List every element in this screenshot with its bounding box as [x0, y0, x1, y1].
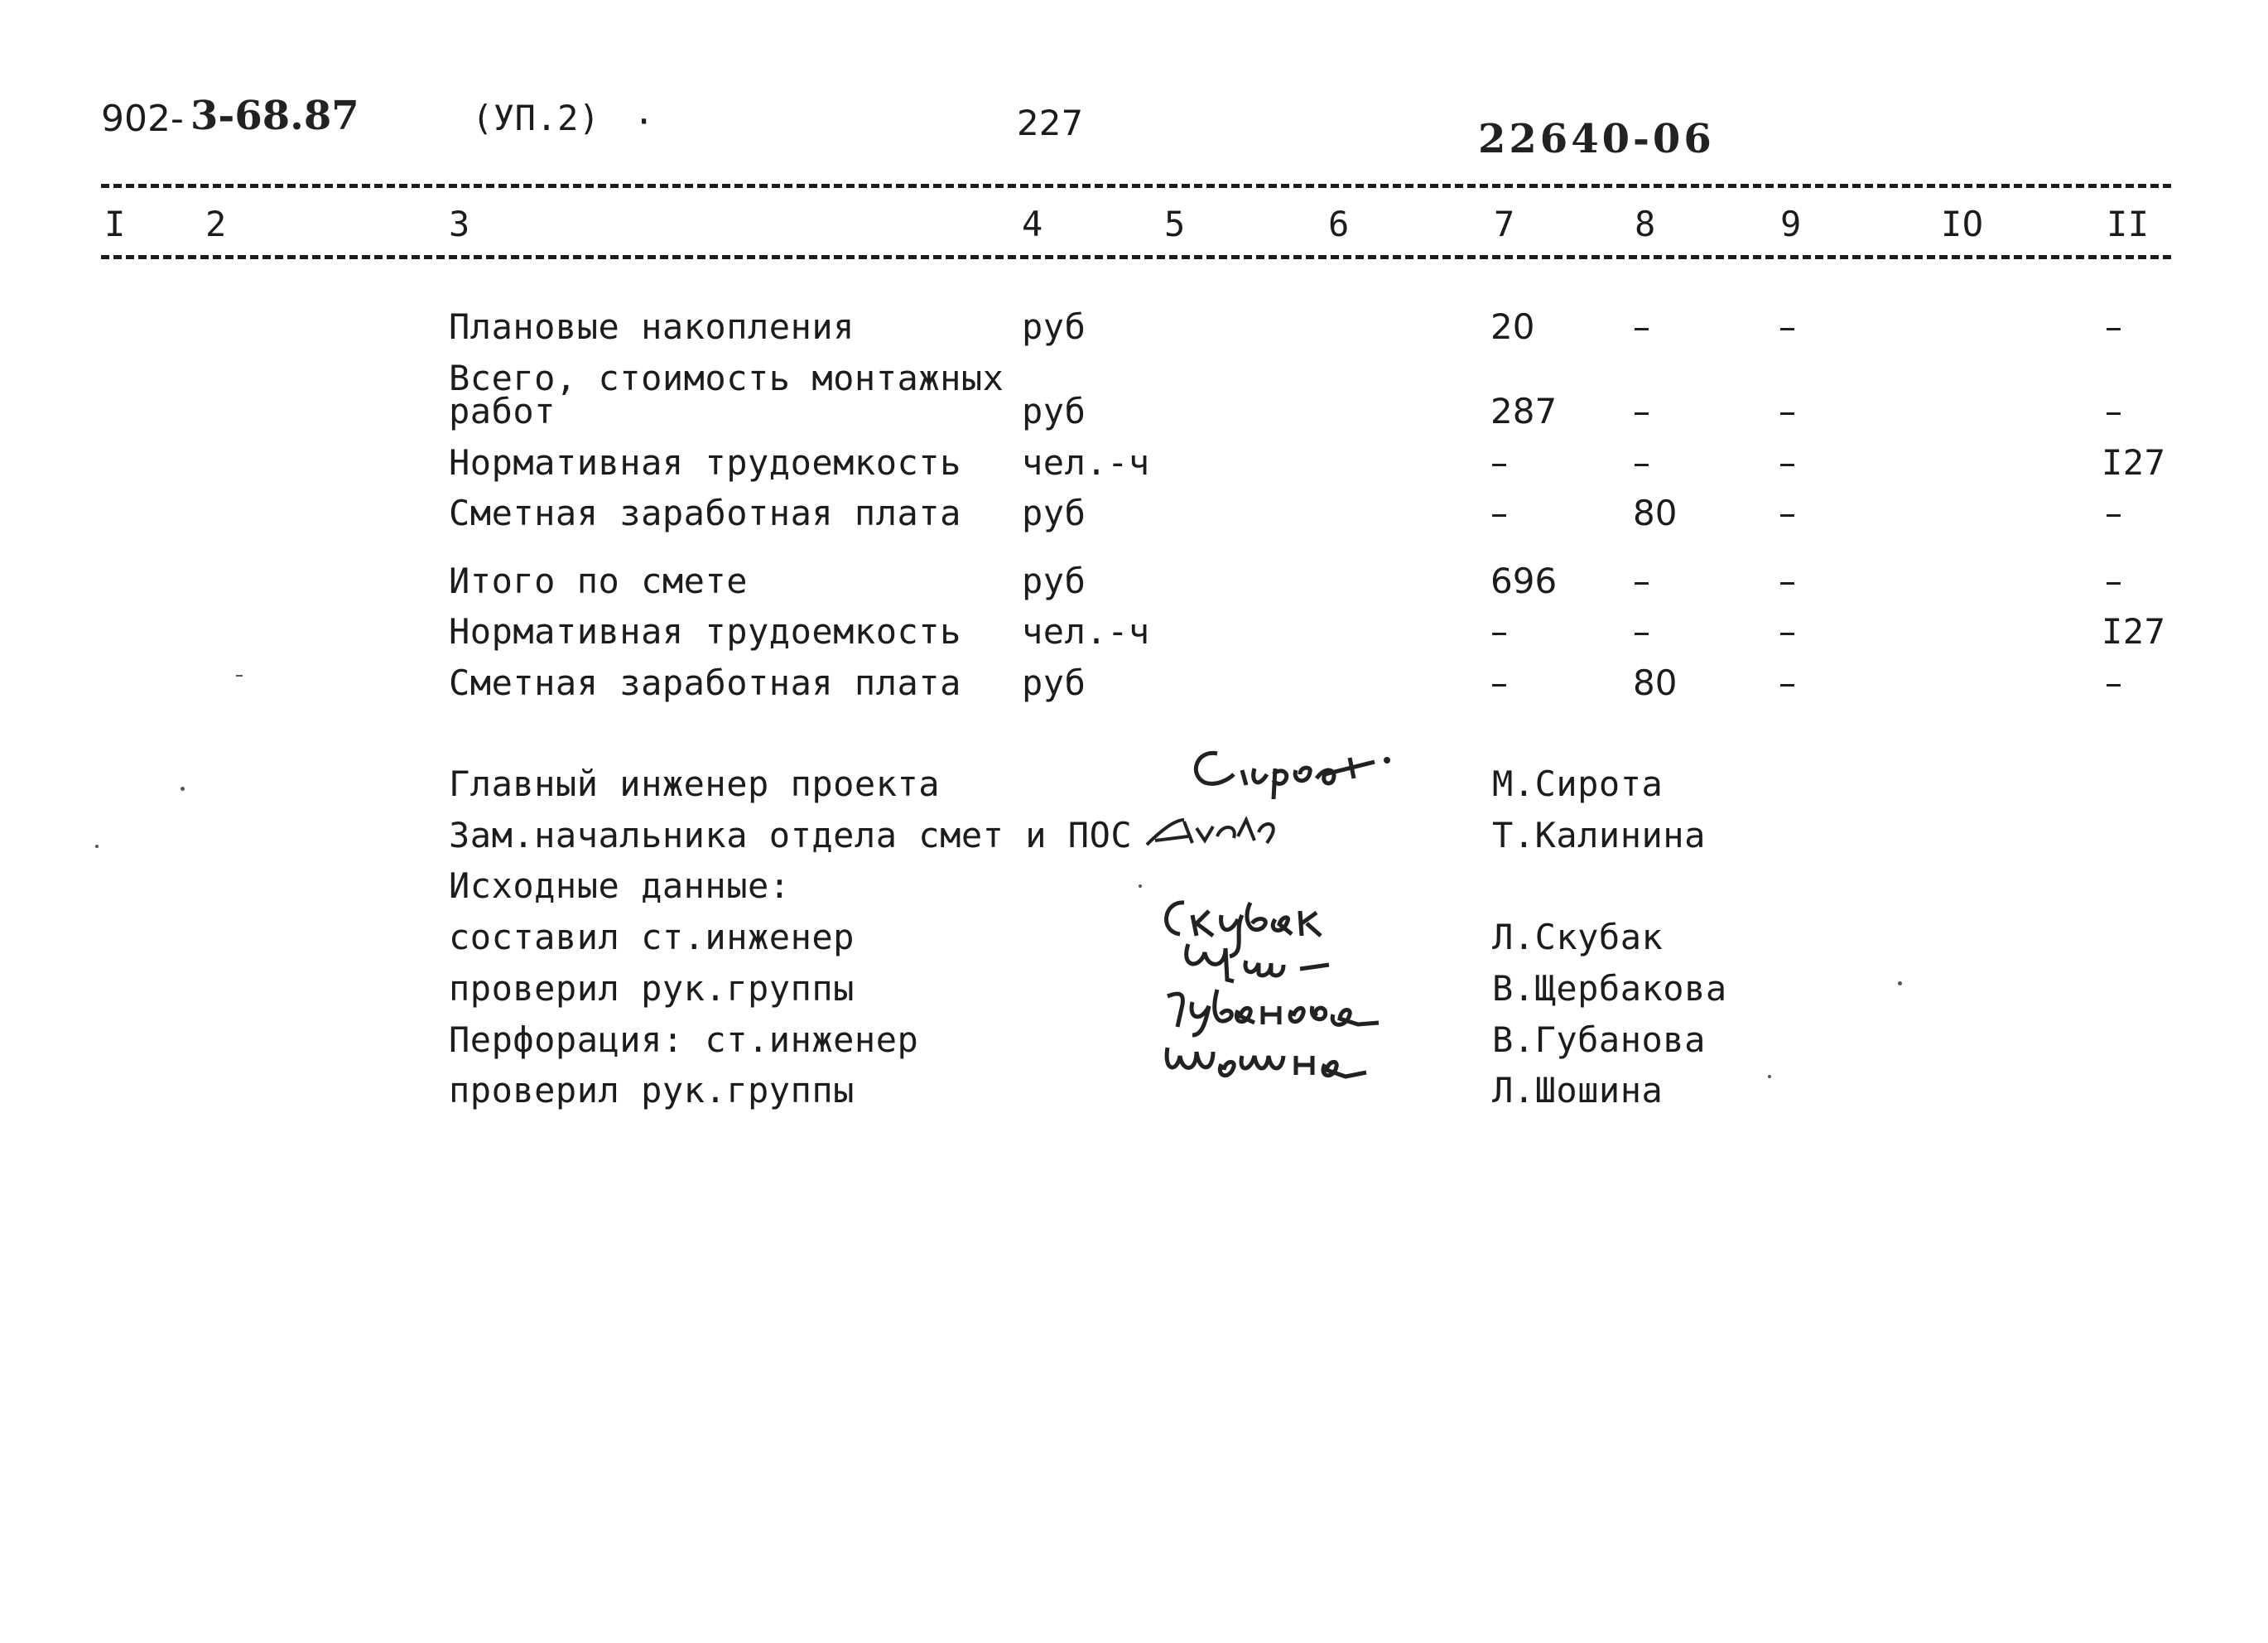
row-col8: –	[1633, 561, 1650, 601]
row-col11: –	[2105, 493, 2122, 533]
row-col9: –	[1779, 391, 1796, 431]
col-1: I	[104, 204, 126, 244]
signature-role: Исходные данные:	[449, 865, 791, 906]
signature-role: проверил рук.группы	[449, 1070, 855, 1111]
col-5: 5	[1164, 204, 1186, 244]
row-name: Итого по смете	[449, 561, 749, 601]
col-3: 3	[449, 204, 470, 244]
row-col11: I27	[2102, 442, 2166, 483]
row-col11: –	[2105, 306, 2122, 347]
doc-number-prefix: 902-	[101, 98, 184, 140]
row-col11: –	[2105, 391, 2122, 431]
row-name-cont: работ	[449, 391, 556, 431]
row-col11: –	[2105, 561, 2122, 601]
row-col7: –	[1490, 611, 1508, 652]
row-col7: –	[1490, 442, 1508, 483]
signature-sirota	[1184, 737, 1399, 807]
signature-role: составил ст.инженер	[449, 917, 855, 957]
row-name: Плановые накопления	[449, 306, 855, 347]
signature-name: В.Губанова	[1492, 1019, 1706, 1060]
row-col7: 696	[1490, 561, 1558, 601]
row-col7: –	[1490, 493, 1508, 533]
col-10: IO	[1941, 204, 1984, 244]
album-label: (УП.2)	[472, 98, 600, 138]
row-col8: –	[1633, 391, 1650, 431]
col-6: 6	[1328, 204, 1350, 244]
row-col9: –	[1779, 662, 1796, 703]
row-col9: –	[1779, 306, 1796, 347]
row-unit: чел.-ч	[1022, 611, 1150, 652]
signature-role: Главный инженер проекта	[449, 764, 941, 804]
signature-kalinina	[1139, 803, 1304, 865]
row-col9: –	[1779, 561, 1796, 601]
row-unit: руб	[1022, 662, 1086, 703]
row-unit: руб	[1022, 493, 1086, 533]
header-dot: ·	[633, 101, 655, 142]
row-col8: –	[1633, 442, 1650, 483]
row-unit: руб	[1022, 306, 1086, 347]
row-name: Нормативная трудоемкость	[449, 442, 961, 483]
row-col8: 80	[1633, 493, 1678, 533]
col-4: 4	[1022, 204, 1043, 244]
speck	[236, 675, 243, 677]
row-name: Сметная заработная плата	[449, 493, 961, 533]
speck	[1768, 1075, 1771, 1078]
page-number: 227	[1017, 103, 1084, 143]
col-7: 7	[1494, 204, 1515, 244]
col-2: 2	[205, 204, 227, 244]
col-8: 8	[1635, 204, 1656, 244]
header-rule-top	[101, 184, 2171, 188]
row-col8: –	[1633, 611, 1650, 652]
speck	[181, 787, 185, 791]
header-rule-bottom	[101, 255, 2171, 259]
row-name: Сметная заработная плата	[449, 662, 961, 703]
row-unit: руб	[1022, 561, 1086, 601]
speck	[1898, 981, 1902, 985]
signature-role: Зам.начальника отдела смет и ПОС	[449, 815, 1133, 855]
row-col7: –	[1490, 662, 1508, 703]
row-unit: чел.-ч	[1022, 442, 1150, 483]
speck	[1139, 884, 1142, 888]
col-9: 9	[1780, 204, 1802, 244]
signature-name: В.Щербакова	[1492, 968, 1727, 1009]
row-col7: 287	[1490, 391, 1558, 431]
col-11: II	[2107, 204, 2150, 244]
row-name: Всего, стоимость монтажных	[449, 358, 1004, 398]
row-col11: I27	[2102, 611, 2166, 652]
handwritten-number: 22640-06	[1478, 116, 1715, 162]
signature-role: проверил рук.группы	[449, 968, 855, 1009]
row-name: Нормативная трудоемкость	[449, 611, 961, 652]
signature-name: Л.Шошина	[1492, 1070, 1664, 1111]
row-col9: –	[1779, 442, 1796, 483]
signature-name: Т.Калинина	[1492, 815, 1706, 855]
doc-number-handwritten: 3-68.87	[190, 93, 359, 139]
signature-gubanova	[1159, 981, 1391, 1043]
row-col9: –	[1779, 611, 1796, 652]
row-col7: 20	[1490, 306, 1535, 347]
row-col11: –	[2105, 662, 2122, 703]
signature-name: М.Сирота	[1492, 764, 1664, 804]
row-col9: –	[1779, 493, 1796, 533]
row-col8: 80	[1633, 662, 1678, 703]
signature-shoshina	[1159, 1035, 1391, 1096]
signature-role: Перфорация: ст.инженер	[449, 1019, 919, 1060]
speck	[95, 845, 99, 848]
row-unit: руб	[1022, 391, 1086, 431]
signature-name: Л.Скубак	[1492, 917, 1664, 957]
row-col8: –	[1633, 306, 1650, 347]
